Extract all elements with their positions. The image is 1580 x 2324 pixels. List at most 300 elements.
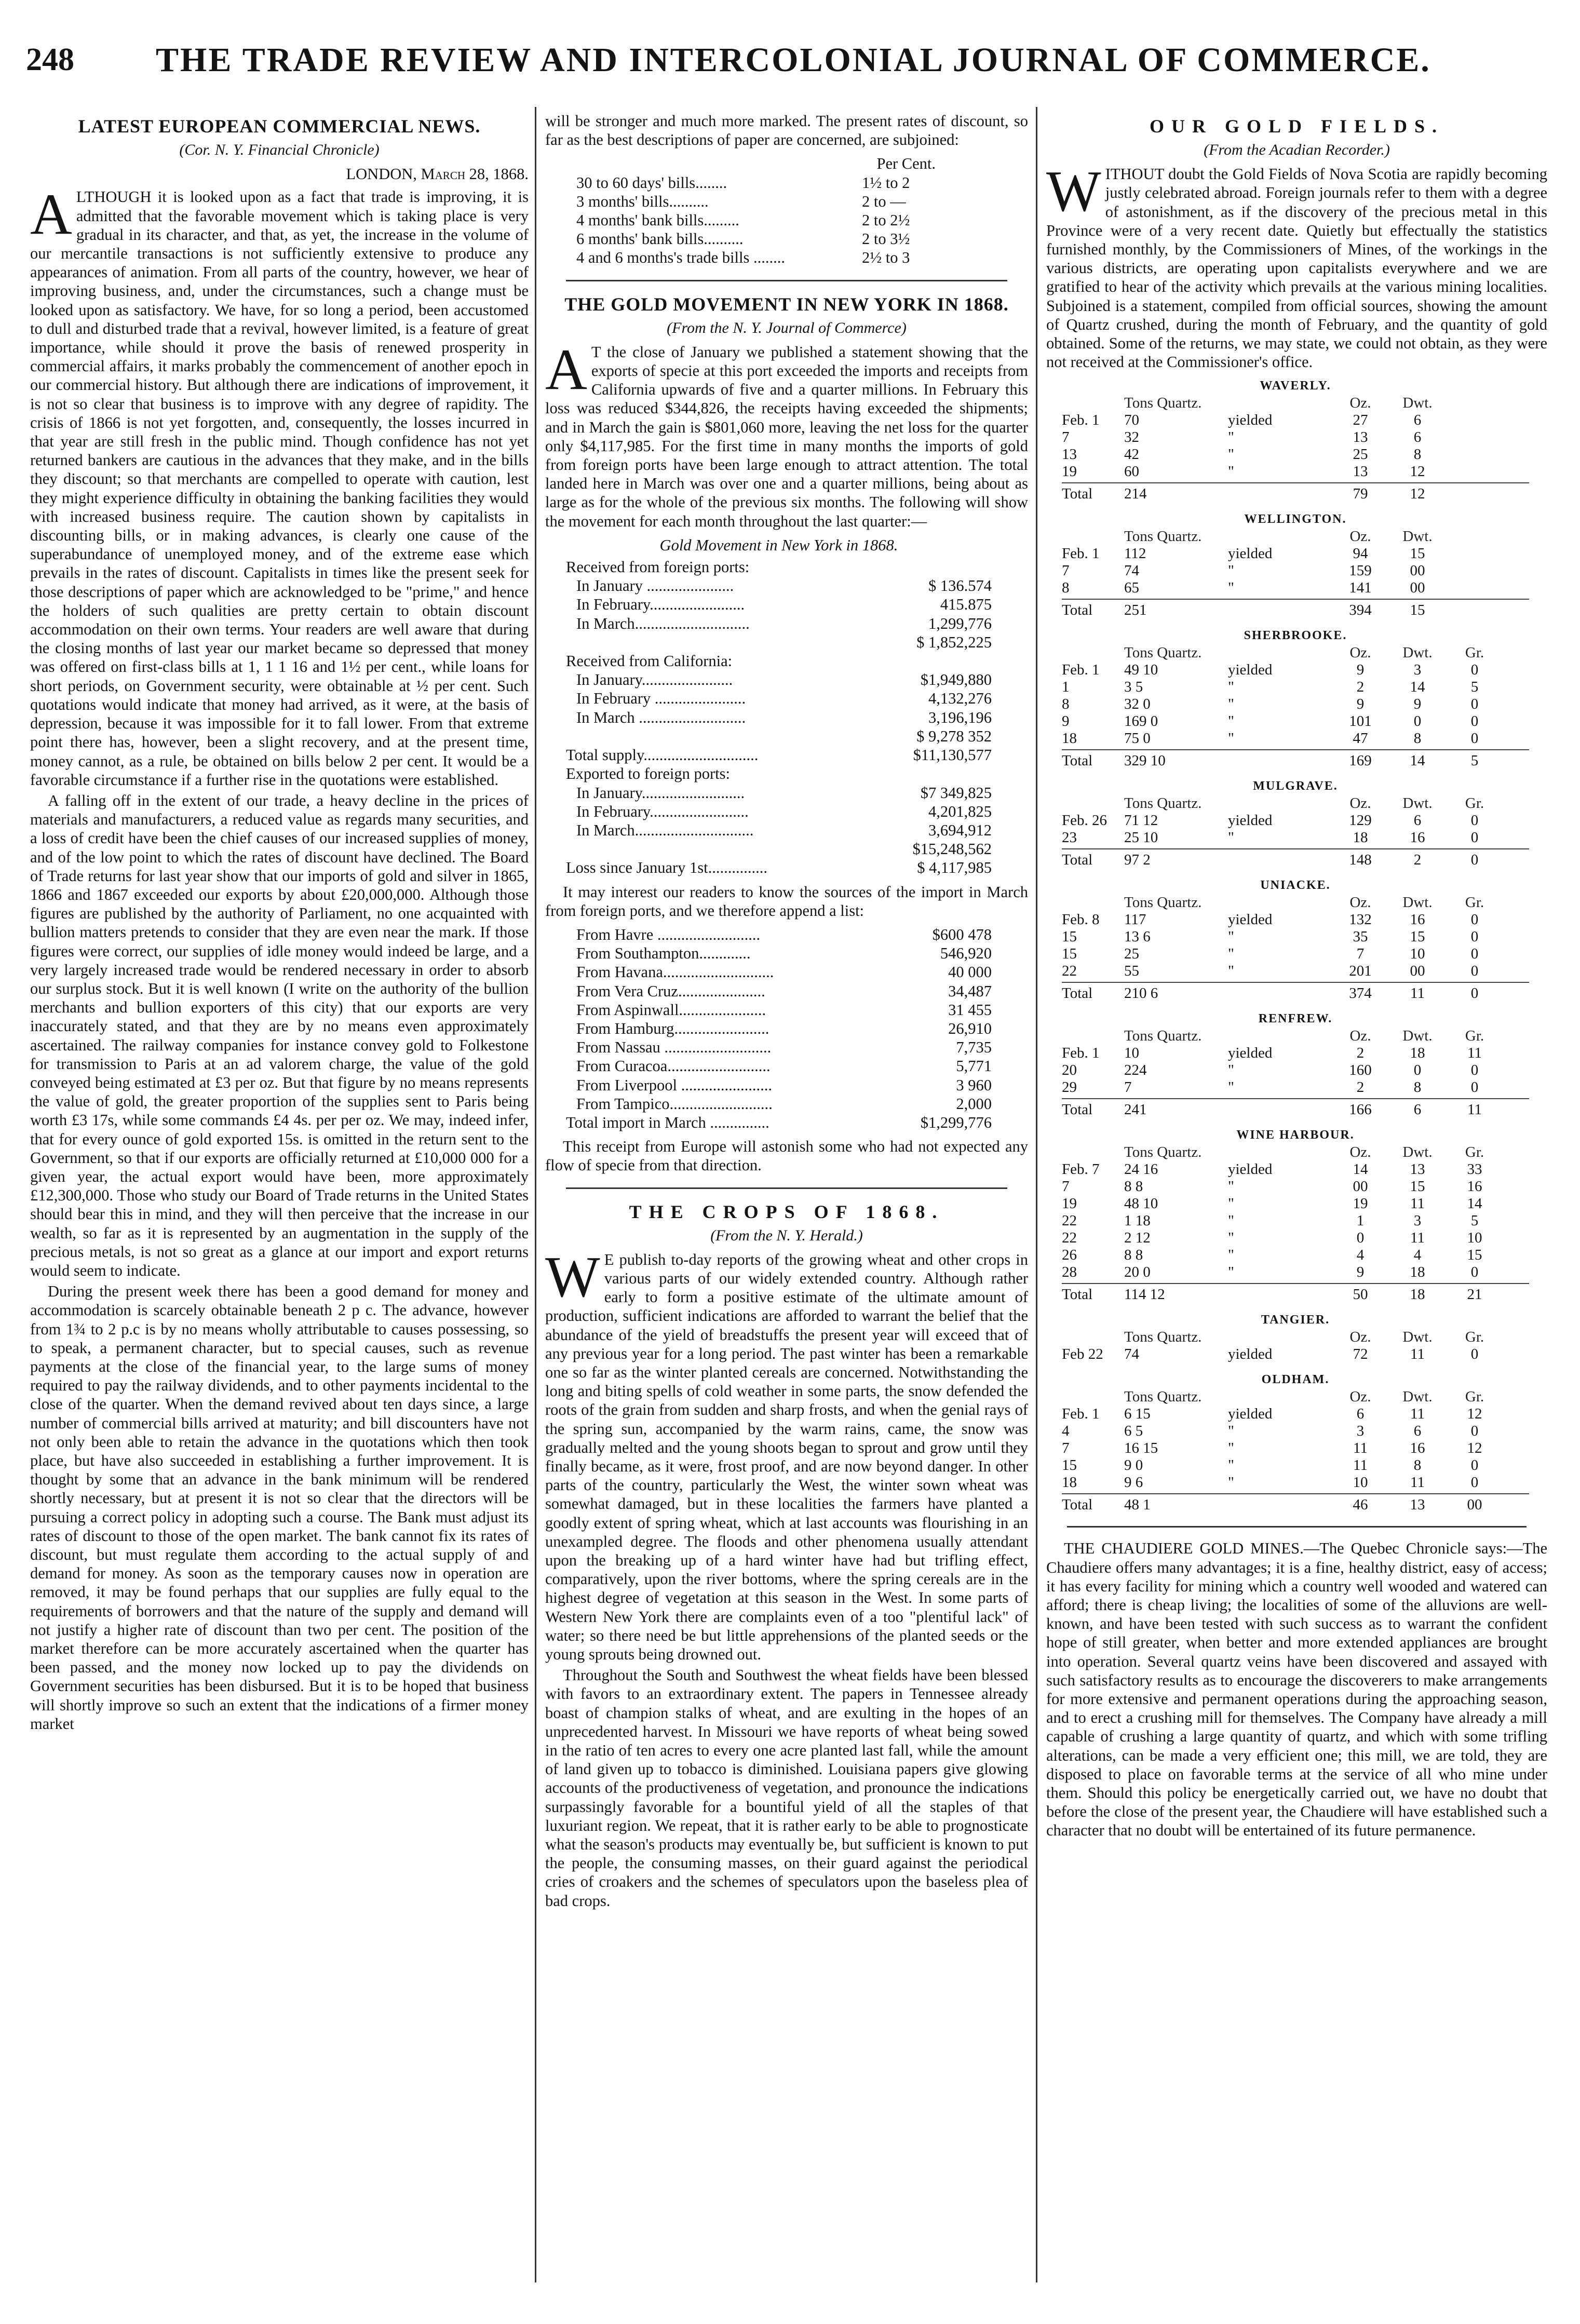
- row-date: Feb. 26: [1062, 812, 1107, 829]
- row-tons: 9 0: [1124, 1457, 1143, 1474]
- row-tons: 74: [1124, 1346, 1139, 1363]
- row-yield-label: ": [1228, 1229, 1234, 1247]
- row-tons: 48 10: [1124, 1195, 1158, 1212]
- header-oz: Oz.: [1349, 894, 1371, 911]
- row-dwt: 6: [1413, 412, 1422, 429]
- table-row: [566, 708, 992, 727]
- table-row: [566, 1057, 992, 1075]
- row-date: 7: [1062, 1178, 1070, 1195]
- journal-title: THE TRADE REVIEW AND INTERCOLONIAL JOURNAL OF COMMERCE.: [156, 41, 1431, 79]
- row-oz: 7: [1356, 945, 1365, 963]
- total-gr: 0: [1470, 985, 1479, 1002]
- row-dwt: 18: [1410, 1045, 1425, 1062]
- total-dwt: 18: [1410, 1286, 1425, 1303]
- total-oz: 79: [1353, 485, 1368, 503]
- article-credit: (Cor. N. Y. Financial Chronicle): [179, 141, 380, 158]
- row-tons: 16 15: [1124, 1440, 1158, 1457]
- article-paragraph: ALTHOUGH it is looked upon as a fact that trade is improving, it is admitted that the favorable movement which is taking place is very gradual in its character, and that, as yet, the increase in the volume of our mercantile transactions is not sufficiently extensive to produce any appearances of animation. From all parts of the country, however, we hear of improving business, and, under the circumstances, such a change must be looked upon as satisfactory. We have, for so long a period, been accustomed to dull and disturbed trade that a revival, however limited, is a feature of great importance, while should it prove the basis of renewed prosperity in commercial affairs, it marks probably the commencement of another epoch in our commercial history. But although there are indications of improvement, it is not so clear that business is to improve with any degree of rapidity. The crisis of 1866 is not yet forgotten, and, consequently, the losses incurred in that year are still fresh in the public mind. Though confidence has not yet returned bankers are cautious in the advances that they make, and in the bills they discount; so that merchants are compelled to operate with caution, lest they might experience difficulty in obtaining the banking facilities they would with increased business require. The caution shown by capitalists in discounting bills, or in making advances, is clearly one cause of the superabundance of unemployed money, and of the extreme ease which prevails in the rates of discount. Capitalists in times like the present seek for those descriptions of paper which are acknowledged to be "prime," and hence the holders of such qualities are pretty certain to obtain discount accommodation on their own terms. Your readers are well aware that during the closing months of last year our market became so depressed that money was offered on first-class bills at 1, 1 1 16 and 1½ per cent., while loans for short periods, on Government security, were obtainable at ½ per cent. Such quotations would indicate that money had arrived, as it were, at the basis of depression, because it was impossible for it to fall lower. From that extreme point there has, however, been a slight recovery, and at the present time, money cannot, as a rule, be obtained on bills below 2 per cent. It would be a favorable circumstance if a further rise in the quotations were established.: [30, 182, 529, 789]
- row-yield-label: ": [1228, 1247, 1234, 1264]
- row-yield-label: yielded: [1228, 812, 1273, 829]
- row-tons: 70: [1124, 412, 1139, 429]
- row-yield-label: ": [1228, 713, 1234, 730]
- header-dwt: Dwt.: [1402, 395, 1433, 412]
- header-tons: Tons Quartz.: [1124, 1388, 1202, 1406]
- row-yield-label: yielded: [1228, 1406, 1273, 1423]
- table-row: [1062, 1406, 1529, 1423]
- header-spacer: [1228, 528, 1332, 545]
- row-date: 8: [1062, 696, 1070, 713]
- total-dwt: 13: [1410, 1496, 1425, 1514]
- row-yield-label: ": [1228, 945, 1234, 963]
- row-gr: 16: [1467, 1178, 1482, 1195]
- row-date: 28: [1062, 1264, 1077, 1281]
- row-date: Feb 22: [1062, 1346, 1103, 1363]
- row-amount: $7 349,825: [920, 783, 992, 802]
- row-oz: 47: [1353, 730, 1368, 747]
- article-paragraph: W E publish to-day reports of the growing wheat and other crops in various parts of our widely extended country. Although rather early to form a positive estimate of the ultimate amount of production, sufficient indications are afforded to warrant the belief that the abundance of the yield of breadstuffs the present year will exceed that of any previous year for a long period. The past winter has been a remarkable one so far as the winter planted cereals are concerned. Notwithstanding the long and biting spells of cold weather in some parts, the snow defended the roots of the grain from sudden and sharp frosts, and when the genial rays of the spring sun, accompanied by the warm rains, came, the snow was gradually melted and the young shoots began to sprout and grow until they finally became, as it were, frost proof, and are now beyond danger. In other parts of the country, particularly the West, the winter sown wheat was somewhat damaged, but in these localities the farmers have planted a goodly extent of spring wheat, which at last accounts was flourishing in an unexampled degree. The floods and other phenomena usually attendant upon the breaking up of a hard winter have had but trifling effect, comparatively, upon the river bottoms, where the spring cereals are in the highest degree of vegetation at this season in the West. In some parts of Western New York there are complaints even of a too "plentiful lack" of water; so there need be but little apprehensions of the planted seeds or the young sprouts being drowned out.: [545, 1245, 1028, 1664]
- rate-row: [576, 248, 940, 267]
- total-tons: 114 12: [1124, 1286, 1165, 1303]
- row-date: 18: [1062, 1474, 1077, 1491]
- article-paragraph: It may interest our readers to know the sources of the import in March from foreign ports, and we therefore append a list:: [545, 883, 1028, 920]
- row-yield-label: ": [1228, 679, 1234, 696]
- row-dwt: 9: [1413, 696, 1422, 713]
- table-row: [1062, 1247, 1529, 1264]
- header-spacer: [1446, 528, 1503, 545]
- total-dwt: 14: [1410, 752, 1425, 769]
- table-total-row: Loss since January 1st............... $ 4,117,985: [566, 859, 992, 877]
- row-tons: 74: [1124, 562, 1139, 579]
- table-caption: Gold Movement in New York in 1868.: [659, 536, 898, 554]
- header-spacer: [1228, 1329, 1332, 1346]
- table-total-row: [1062, 1283, 1529, 1303]
- total-tons: 251: [1124, 602, 1147, 619]
- row-dwt: 16: [1410, 829, 1425, 846]
- row-amount: 26,910: [948, 1019, 992, 1037]
- gold-returns-tables: [1062, 377, 1529, 1514]
- row-label: From Liverpool .......................: [576, 1076, 772, 1094]
- row-oz: 13: [1353, 463, 1368, 480]
- row-oz: 35: [1353, 928, 1368, 945]
- row-gr: 33: [1467, 1161, 1482, 1178]
- article-paragraph: A falling off in the extent of our trade, a heavy decline in the prices of materials and manufacturers, a reduced value as regards many securities, and a loss of credit have been the chief causes of our increased supplies of money, and of the low point to which the rates of discount have declined. The Board of Trade returns for last year show that our imports of gold and silver in 1865, 1866 and 1867 exceeded our exports by about £20,000,000. Although those figures are published by the authority of Parliament, no one acquainted with bullion matters pretends to consider that they are even near the mark. If those figures were correct, our supplies of idle money would indeed be large, and a very largely increased trade would be rendered necessary in order to absorb our surplus stock. But it is well known (I write on the authority of the bullion merchants and bullion exporters of this city) that our exports are very inaccurately stated, and that they are by no means even approximately ascertained. The railway companies for instance convey gold to Folkestone for transmission to Paris at an ad valorem charge, the value of the gold conveyed being estimated at £3 per oz. But that figure by no means represents the value of gold, the greater proportion of the supplies sent to Paris being worth £3 17s, while some commands £4 4s. per per oz. We may, indeed infer, that for every ounce of gold exported 15s. is omitted in the return sent to the Government, so that if our exports are officially returned at £10,000 000 for a given year, the actual export would have been, more approximately £12,300,000. Those who study our Board of Trade returns in the United States should bear this in mind, and they will then perceive that the increase in our wealth, so far as it is represented by an augmentation in the supply of the precious metals, is not so great as a glance at our import and export returns would seem to indicate.: [30, 791, 529, 1279]
- row-date: 19: [1062, 463, 1077, 480]
- header-spacer: [1062, 1388, 1124, 1406]
- table-row: [566, 925, 992, 944]
- table-total-row: [1062, 749, 1529, 769]
- row-yield-label: ": [1228, 730, 1234, 747]
- row-gr: 0: [1470, 829, 1479, 846]
- table-row: [1062, 1045, 1529, 1062]
- row-dwt: 15: [1410, 545, 1425, 562]
- table-row: [1062, 1178, 1529, 1195]
- row-date: 29: [1062, 1079, 1077, 1096]
- row-gr: 0: [1470, 1346, 1479, 1363]
- row-dwt: 6: [1413, 812, 1422, 829]
- header-spacer: [1062, 795, 1124, 812]
- table-row: [1062, 661, 1529, 679]
- row-yield-label: ": [1228, 1264, 1234, 1281]
- total-tons: 210 6: [1124, 985, 1158, 1002]
- row-dwt: 12: [1410, 463, 1425, 480]
- row-oz: 9: [1356, 696, 1365, 713]
- row-date: 23: [1062, 829, 1077, 846]
- table-row: [1062, 446, 1529, 463]
- article-credit: (From the Acadian Recorder.): [1204, 141, 1390, 158]
- rate-row: [576, 229, 940, 248]
- discount-rates-table: [576, 154, 940, 267]
- row-yield-label: ": [1228, 562, 1234, 579]
- total-tons: 48 1: [1124, 1496, 1151, 1514]
- district-table: [1062, 1127, 1529, 1303]
- row-spacer: [1228, 485, 1332, 503]
- table-row: [566, 1019, 992, 1038]
- row-spacer: [1228, 852, 1332, 869]
- row-dwt: 00: [1410, 562, 1425, 579]
- row-date: 18: [1062, 730, 1077, 747]
- row-yield-label: yielded: [1228, 1161, 1273, 1178]
- header-spacer: [1228, 395, 1332, 412]
- section-rule: [566, 280, 1007, 281]
- row-dwt: 8: [1413, 1079, 1422, 1096]
- row-date: 19: [1062, 1195, 1077, 1212]
- row-date: Feb. 8: [1062, 911, 1100, 928]
- column-3: [1046, 112, 1547, 2292]
- table-row: [566, 670, 992, 689]
- rate-value: 2½ to 3: [862, 249, 910, 267]
- header-oz: Oz.: [1349, 644, 1371, 661]
- row-gr: 12: [1467, 1406, 1482, 1423]
- article-paragraph: THE CHAUDIERE GOLD MINES.—The Quebec Chronicle says:—The Chaudiere offers many advantages; it is a fine, healthy district, easy of access; it has every facility for mining which a country well wooded and watered can afford; there is cheap living; the localities of some of the alluvions are well-known, and have been tested with such success as to warrant the confident hope of still greater, when better and more extended appliances are brought into operation. Several quartz veins have been discovered and assayed with such satisfactory results as to encourage the discoverers to make arrangements for more extensive and permanent operations during the approaching season, and to erect a crushing mill for themselves. The Company have already a mill capable of crushing a large quantity of quartz, and which with some trifling alterations, can be made a very efficient one; this mill, we are told, they are disposed to place on favorable terms at the service of all who mine under them. Should this policy be energetically carried out, we have no doubt that before the close of the present year, the Chaudiere will have established such a character that no doubt will be entertained of its future permanence.: [1046, 1539, 1547, 1840]
- row-oz: 3: [1356, 1423, 1365, 1440]
- row-tons: 224: [1124, 1062, 1147, 1079]
- row-date: 15: [1062, 945, 1077, 963]
- row-dwt: 18: [1410, 1264, 1425, 1281]
- row-date: Feb. 1: [1062, 412, 1100, 429]
- row-tons: 75 0: [1124, 730, 1151, 747]
- row-label: From Aspinwall......................: [576, 1001, 766, 1019]
- row-tons: 32: [1124, 429, 1139, 446]
- table-row: [566, 802, 992, 821]
- row-oz: 6: [1356, 1406, 1365, 1423]
- row-yield-label: yielded: [1228, 412, 1273, 429]
- row-date: 22: [1062, 1212, 1077, 1229]
- table-subhead: Received from California:: [566, 652, 733, 670]
- row-oz: 101: [1349, 713, 1372, 730]
- table-header-row: [1062, 528, 1529, 545]
- row-amount: 415.875: [940, 596, 992, 614]
- row-spacer: [1228, 1286, 1332, 1303]
- row-yield-label: ": [1228, 829, 1234, 846]
- row-yield-label: yielded: [1228, 545, 1273, 562]
- row-dwt: 11: [1410, 1229, 1425, 1247]
- district-table: [1062, 627, 1529, 769]
- row-label: In February........................: [576, 596, 745, 614]
- row-dwt: 3: [1413, 661, 1422, 679]
- row-tons: 8 8: [1124, 1178, 1143, 1195]
- header-dwt: Dwt.: [1402, 1028, 1433, 1045]
- row-spacer: [1228, 752, 1332, 769]
- table-total-row: Total import in March ............... $1,299,776: [566, 1113, 992, 1131]
- row-tons: 65: [1124, 579, 1139, 597]
- row-oz: 19: [1353, 1195, 1368, 1212]
- row-date: Feb. 1: [1062, 661, 1100, 679]
- row-dwt: 6: [1413, 1423, 1422, 1440]
- row-dwt: 8: [1413, 730, 1422, 747]
- table-row: [566, 1076, 992, 1095]
- row-tons: 55: [1124, 963, 1139, 980]
- table-row: [1062, 1079, 1529, 1096]
- row-label: In February.........................: [576, 802, 749, 820]
- row-amount: 31 455: [948, 1001, 992, 1019]
- table-row: [1062, 1423, 1529, 1440]
- row-spacer: [1446, 485, 1503, 503]
- rate-term: 4 months' bank bills.........: [576, 211, 739, 229]
- row-date: 20: [1062, 1062, 1077, 1079]
- table-row: [566, 1001, 992, 1019]
- row-label: In February .......................: [576, 690, 746, 708]
- table-row: [566, 982, 992, 1001]
- row-gr: 0: [1470, 812, 1479, 829]
- row-label: In March.............................: [576, 614, 750, 632]
- row-label: In January..........................: [576, 783, 745, 802]
- district-name: WELLINGTON.: [1244, 512, 1347, 526]
- district-table: [1062, 1010, 1529, 1118]
- total-dwt: 2: [1413, 852, 1422, 869]
- rate-term: 4 and 6 months's trade bills ........: [576, 249, 785, 267]
- row-amount: 3,694,912: [928, 821, 992, 839]
- total-gr: 5: [1470, 752, 1479, 769]
- row-dwt: 8: [1413, 446, 1422, 463]
- row-oz: 4: [1356, 1247, 1365, 1264]
- row-spacer: [1228, 1496, 1332, 1514]
- row-gr: 11: [1467, 1045, 1482, 1062]
- header-spacer: [1062, 644, 1124, 661]
- district-table: [1062, 377, 1529, 503]
- drop-cap: A: [30, 182, 72, 247]
- row-oz: 72: [1353, 1346, 1368, 1363]
- total-tons: 241: [1124, 1101, 1147, 1118]
- header-gr: Gr.: [1465, 644, 1484, 661]
- row-spacer: [1446, 463, 1503, 480]
- row-tons: 6 5: [1124, 1423, 1143, 1440]
- article-heading: THE GOLD MOVEMENT IN NEW YORK IN 1868.: [564, 293, 1009, 315]
- table-row: [1062, 463, 1529, 480]
- row-date: 13: [1062, 446, 1077, 463]
- row-oz: 2: [1356, 679, 1365, 696]
- district-table: [1062, 1371, 1529, 1514]
- table-header-row: [1062, 795, 1529, 812]
- table-row: [1062, 1212, 1529, 1229]
- district-name: WINE HARBOUR.: [1236, 1128, 1355, 1142]
- district-name: TANGIER.: [1261, 1313, 1330, 1327]
- row-label: In January ......................: [576, 577, 734, 595]
- row-tons: 117: [1124, 911, 1146, 928]
- table-total-row: Total supply............................. $11,130,577: [566, 746, 992, 764]
- header-tons: Tons Quartz.: [1124, 795, 1202, 812]
- table-row: [1062, 679, 1529, 696]
- table-row: [1062, 713, 1529, 730]
- row-date: 26: [1062, 1247, 1077, 1264]
- drop-cap: W: [1046, 159, 1101, 224]
- row-dwt: 16: [1410, 911, 1425, 928]
- row-yield-label: ": [1228, 1457, 1234, 1474]
- row-gr: 0: [1470, 730, 1479, 747]
- total-tons: 329 10: [1124, 752, 1166, 769]
- table-row: [566, 963, 992, 981]
- header-oz: Oz.: [1349, 1329, 1371, 1346]
- total-label: Total: [1062, 985, 1093, 1002]
- article-paragraph: This receipt from Europe will astonish some who had not expected any flow of specie from that direction.: [545, 1138, 1028, 1174]
- row-tons: 42: [1124, 446, 1139, 463]
- total-oz: 374: [1349, 985, 1372, 1002]
- dateline: LONDON, March 28, 1868.: [346, 165, 529, 183]
- district-table: [1062, 1312, 1529, 1363]
- table-row: [1062, 429, 1529, 446]
- table-row: [566, 1038, 992, 1057]
- row-date: 1: [1062, 679, 1070, 696]
- row-amount: 3 960: [956, 1076, 992, 1094]
- row-amount: 1,299,776: [928, 614, 992, 632]
- row-dwt: 4: [1413, 1247, 1422, 1264]
- header-oz: Oz.: [1349, 1388, 1371, 1406]
- header-oz: Oz.: [1349, 795, 1371, 812]
- header-oz: Oz.: [1349, 395, 1371, 412]
- header-dwt: Dwt.: [1402, 1329, 1433, 1346]
- article-credit: (From the N. Y. Journal of Commerce): [667, 319, 907, 336]
- row-dwt: 15: [1410, 1178, 1425, 1195]
- table-total-row: [1062, 482, 1529, 503]
- table-total-row: $15,248,562: [912, 840, 992, 858]
- row-oz: 11: [1353, 1457, 1368, 1474]
- row-tons: 169 0: [1124, 713, 1158, 730]
- row-yield-label: ": [1228, 1062, 1234, 1079]
- row-oz: 94: [1353, 545, 1368, 562]
- table-row: [1062, 1457, 1529, 1474]
- row-date: 22: [1062, 1229, 1077, 1247]
- row-dwt: 11: [1410, 1195, 1425, 1212]
- total-oz: 394: [1349, 602, 1372, 619]
- row-amount: $600 478: [932, 925, 992, 943]
- table-row: [566, 1095, 992, 1113]
- row-spacer: [1446, 579, 1503, 597]
- row-yield-label: yielded: [1228, 1346, 1273, 1363]
- row-date: 8: [1062, 579, 1070, 597]
- row-oz: 0: [1356, 1229, 1365, 1247]
- header-spacer: [1062, 1329, 1124, 1346]
- table-row: [1062, 579, 1529, 597]
- row-yield-label: ": [1228, 429, 1234, 446]
- district-table: [1062, 511, 1529, 619]
- row-yield-label: ": [1228, 463, 1234, 480]
- row-yield-label: ": [1228, 1423, 1234, 1440]
- row-tons: 13 6: [1124, 928, 1151, 945]
- row-label: From Havre ..........................: [576, 925, 761, 943]
- header-dwt: Dwt.: [1402, 528, 1433, 545]
- row-dwt: 11: [1410, 1406, 1425, 1423]
- row-amount: 4,132,276: [928, 690, 992, 708]
- row-yield-label: ": [1228, 1212, 1234, 1229]
- row-gr: 12: [1467, 1440, 1482, 1457]
- header-dwt: Dwt.: [1402, 1144, 1433, 1161]
- header-spacer: [1228, 1144, 1332, 1161]
- table-row: [1062, 928, 1529, 945]
- row-amount: 5,771: [956, 1057, 992, 1075]
- row-oz: 14: [1353, 1161, 1368, 1178]
- table-row: [566, 595, 992, 614]
- row-gr: 0: [1470, 911, 1479, 928]
- rate-row: [576, 192, 940, 211]
- table-total-row: $ 9,278 352: [916, 727, 992, 745]
- section-rule: [1067, 1526, 1527, 1528]
- row-oz: 141: [1349, 579, 1372, 597]
- row-label: In March ...........................: [576, 708, 746, 726]
- header-tons: Tons Quartz.: [1124, 1329, 1202, 1346]
- table-row: [1062, 911, 1529, 928]
- rate-value: 2 to 3½: [862, 230, 910, 248]
- table-subhead: Exported to foreign ports:: [566, 765, 730, 783]
- table-row: [566, 614, 992, 633]
- district-name: RENFREW.: [1258, 1012, 1333, 1026]
- table-row: [566, 783, 992, 802]
- row-yield-label: ": [1228, 1195, 1234, 1212]
- header-gr: Gr.: [1465, 1388, 1484, 1406]
- table-total-row: [1062, 1098, 1529, 1118]
- row-yield-label: ": [1228, 696, 1234, 713]
- header-dwt: Dwt.: [1402, 795, 1433, 812]
- row-tons: 25: [1124, 945, 1139, 963]
- rate-row: [576, 173, 940, 192]
- header-spacer: [1228, 1388, 1332, 1406]
- row-spacer: [1446, 562, 1503, 579]
- total-dwt: 12: [1410, 485, 1425, 503]
- row-gr: 15: [1467, 1247, 1482, 1264]
- row-amount: 34,487: [948, 982, 992, 1000]
- row-dwt: 00: [1410, 963, 1425, 980]
- row-oz: 2: [1356, 1079, 1365, 1096]
- row-dwt: 8: [1413, 1457, 1422, 1474]
- row-date: Feb. 1: [1062, 1406, 1100, 1423]
- row-yield-label: yielded: [1228, 911, 1273, 928]
- row-gr: 5: [1470, 679, 1479, 696]
- row-gr: 0: [1470, 928, 1479, 945]
- header-oz: Oz.: [1349, 528, 1371, 545]
- row-amount: 546,920: [940, 944, 992, 963]
- table-row: [566, 821, 992, 840]
- masthead: [26, 37, 1547, 94]
- row-yield-label: ": [1228, 928, 1234, 945]
- row-amount: $1,949,880: [920, 671, 992, 689]
- import-sources-table: [566, 925, 992, 1132]
- header-tons: Tons Quartz.: [1124, 395, 1202, 412]
- row-spacer: [1228, 602, 1332, 619]
- row-tons: 24 16: [1124, 1161, 1158, 1178]
- total-oz: 50: [1353, 1286, 1368, 1303]
- header-dwt: Dwt.: [1402, 644, 1433, 661]
- header-spacer: [1228, 894, 1332, 911]
- table-total-row: [1062, 1493, 1529, 1514]
- table-total-row: [1062, 599, 1529, 619]
- row-yield-label: ": [1228, 579, 1234, 597]
- table-row: [1062, 1346, 1529, 1363]
- column-2: [545, 112, 1028, 2292]
- row-spacer: [1446, 412, 1503, 429]
- header-spacer: [1062, 395, 1124, 412]
- rate-row: [576, 211, 940, 229]
- row-yield-label: yielded: [1228, 661, 1273, 679]
- row-tons: 3 5: [1124, 679, 1143, 696]
- row-date: 15: [1062, 1457, 1077, 1474]
